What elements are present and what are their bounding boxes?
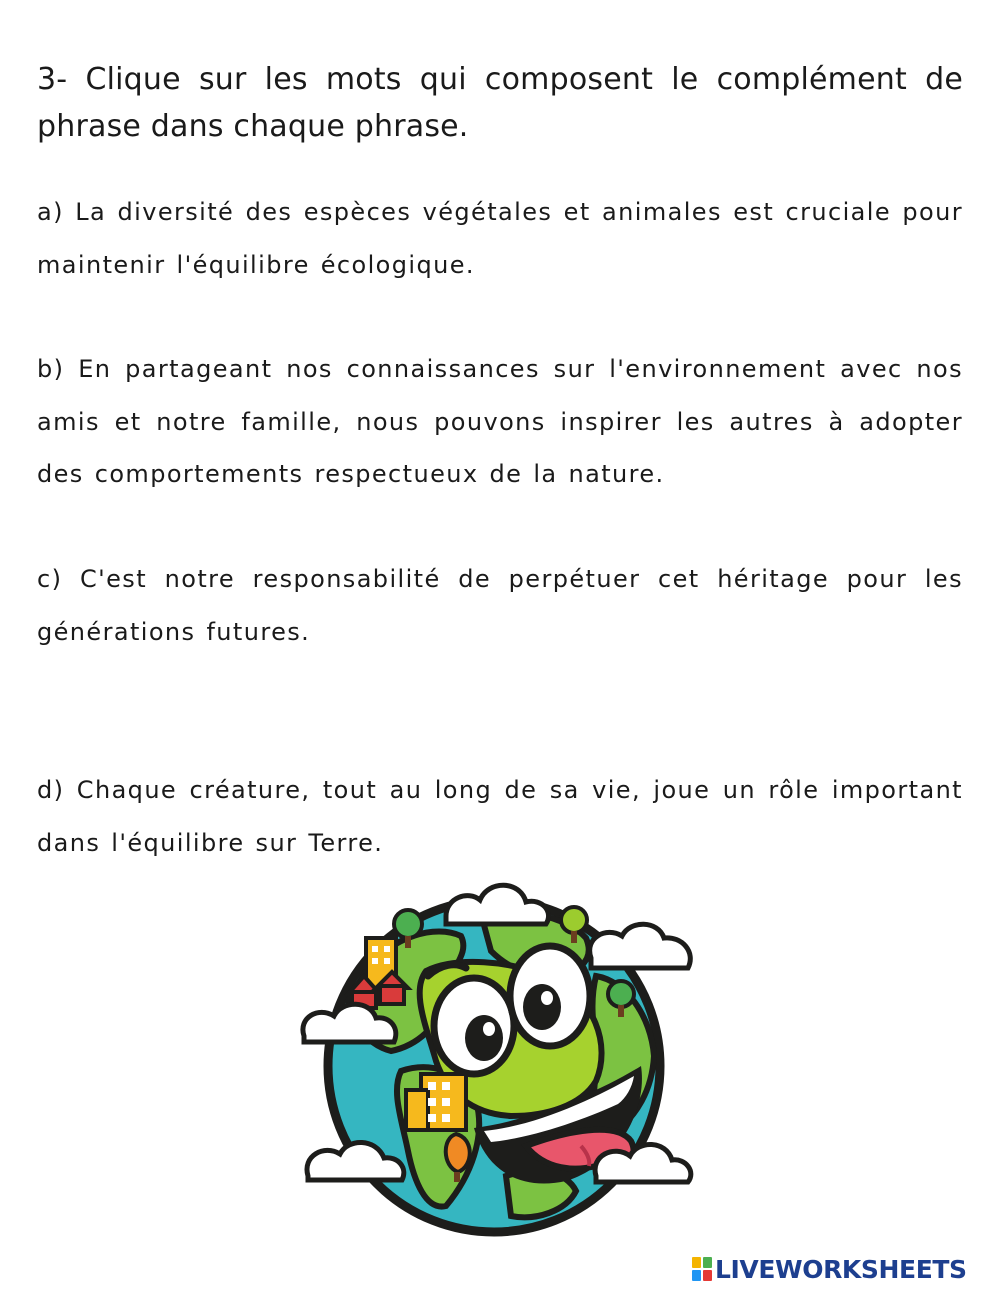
sentence-d[interactable]: d) Chaque créature, tout au long de sa vie, joue un rôle important dans l'équilibre sur Terre.: [37, 776, 963, 857]
exercise-instruction: 3- Clique sur les mots qui composent le complément de phrase dans chaque phrase.: [37, 62, 963, 144]
logo-text: LIVEWORKSHEETS: [715, 1254, 967, 1284]
logo-squares-icon: [692, 1257, 712, 1281]
smiling-earth-icon: [296, 876, 706, 1238]
sentence-b[interactable]: b) En partageant nos connaissances sur l'environnement avec nos amis et notre famille, nous pouvons inspirer les autres à adopter des comportements respectueux de la nature.: [37, 355, 963, 488]
liveworksheets-logo: [692, 1254, 967, 1284]
sentence-a[interactable]: a) La diversité des espèces végétales et animales est cruciale pour maintenir l'équilibre écologique.: [37, 198, 963, 279]
sentence-c[interactable]: c) C'est notre responsabilité de perpétuer cet héritage pour les générations futures.: [37, 565, 963, 646]
